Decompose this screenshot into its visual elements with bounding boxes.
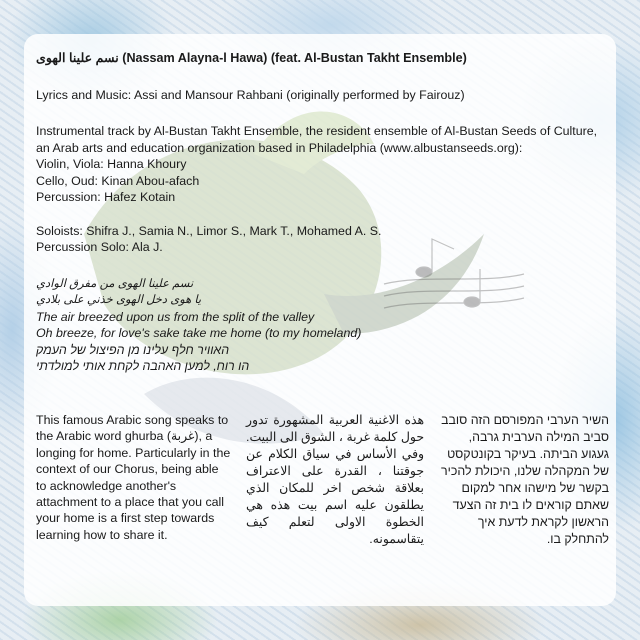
lyric-arabic-line: نسم علينا الهوى من مفرق الوادي (36, 277, 194, 290)
commentary-arabic: هذه الاغنية العربية المشهورة تدور حول كلمة غربة ، الشوق الى البيت. وفي الأساس في سياق الكلام عن جوقتنا ، القدرة على الاعتراف بعلاقة شخص اخر للمكان الذي يطلقون عليه اسم بيت هذه هي الخطوة الاولى لتعلم كيف يتقاسمونه. (246, 413, 424, 546)
song-title: نسم علينا الهوى (Nassam Alayna-l Hawa) (feat. Al-Bustan Takht Ensemble) (36, 51, 467, 65)
ensemble-member: Percussion: Hafez Kotain (36, 190, 176, 204)
credits-line: Lyrics and Music: Assi and Mansour Rahbani (originally performed by Fairouz) (36, 87, 465, 102)
commentary-hebrew: השיר הערבי המפורסם הזה סובב סביב המילה הערבית גרבה, געגוע הביתה. בעיקר בקונטקסט של המקהלה שלנו, היכולת להכיר בקשר של מישהו אחר למקום שאתם קוראים לו בית זה הצעד הראשון לקראת לדעת איך להתחלק בו. (441, 413, 609, 546)
lyric-hebrew-line: האוויר חלף עלינו מן הפיצול של העמק (36, 342, 230, 357)
lyric-hebrew-line: הו רוח, למען האהבה לקחת אותי למולדתי (36, 359, 250, 373)
lyric-english-line: Oh breeze, for love's sake take me home (to my homeland) (36, 326, 362, 340)
lyric-arabic-line: يا هوى دخل الهوى خذني على بلادي (36, 294, 202, 306)
ensemble-member: Violin, Viola: Hanna Khoury (36, 157, 187, 171)
lyric-english-line: The air breezed upon us from the split of the valley (36, 309, 315, 324)
percussion-solo-line: Percussion Solo: Ala J. (36, 240, 163, 254)
lyrics-block (36, 276, 606, 375)
ensemble-member: Cello, Oud: Kinan Abou-afach (36, 173, 200, 188)
commentary-english: This famous Arabic song speaks to the Arabic word ghurba (غربة), a longing for home. Particularly in the context of our Chorus, being able to acknowledge another's attachment to a place that you call your home is a first step towards learning how to share it. (36, 413, 231, 542)
commentary-columns (36, 412, 609, 582)
main-text-block (36, 50, 606, 375)
soloists-line: Soloists: Shifra J., Samia N., Limor S., Mark T., Mohamed A. S. (36, 223, 382, 238)
ensemble-description: Instrumental track by Al-Bustan Takht Ensemble, the resident ensemble of Al-Bustan Seeds of Culture, an Arab arts and education organization based in Philadelphia (www.albustanseeds.org): (36, 124, 598, 155)
